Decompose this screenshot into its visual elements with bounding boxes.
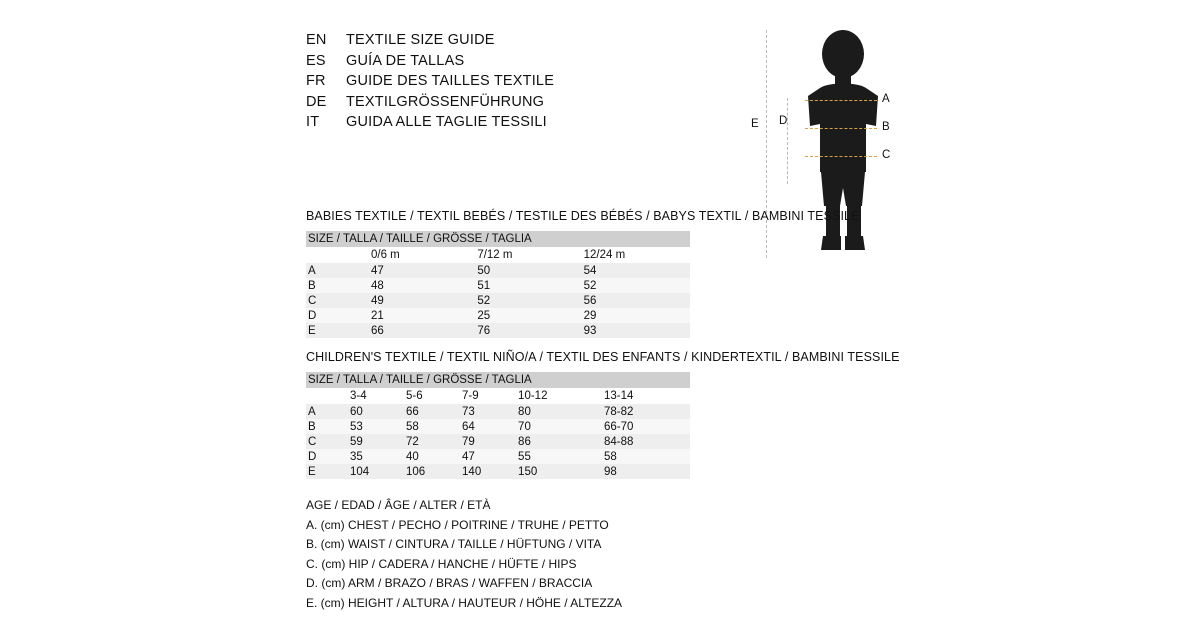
cell: 76	[477, 323, 583, 338]
cell: 78-82	[604, 404, 690, 419]
cell: 58	[604, 449, 690, 464]
table-row	[306, 419, 690, 434]
column-header: 13-14	[604, 388, 690, 404]
row-label: C	[306, 293, 371, 308]
cell: 35	[350, 449, 406, 464]
row-label: A	[306, 404, 350, 419]
language-row	[306, 30, 726, 51]
language-row	[306, 51, 726, 72]
cell: 52	[584, 278, 690, 293]
language-title: GUIDA ALLE TAGLIE TESSILI	[346, 114, 547, 130]
cell: 51	[477, 278, 583, 293]
figure-label-c: C	[882, 149, 891, 161]
figure-label-a: A	[882, 93, 890, 105]
table-header-band	[306, 372, 690, 388]
language-title: GUÍA DE TALLAS	[346, 52, 465, 69]
legend-item: C. (cm) HIP / CADERA / HANCHE / HÜFTE / HIPS	[306, 556, 577, 571]
language-code: ES	[306, 52, 326, 69]
column-header: 10-12	[518, 388, 604, 404]
children-size-table	[306, 372, 690, 479]
table-row	[306, 434, 690, 449]
children-band-label: SIZE / TALLA / TAILLE / GRÖSSE / TAGLIA	[306, 372, 690, 388]
table-row	[306, 263, 690, 278]
cell: 58	[406, 419, 462, 434]
table-row	[306, 323, 690, 338]
cell: 52	[477, 293, 583, 308]
column-header: 0/6 m	[371, 247, 477, 263]
height-guide-line	[766, 30, 767, 258]
column-header: 5-6	[406, 388, 462, 404]
row-label: D	[306, 308, 371, 323]
legend-item: B. (cm) WAIST / CINTURA / TAILLE / HÜFTUNG / VITA	[306, 537, 602, 551]
cell: 98	[604, 464, 690, 479]
language-row	[306, 71, 726, 92]
row-label: A	[306, 263, 371, 278]
cell: 40	[406, 449, 462, 464]
cell: 66	[406, 404, 462, 419]
cell: 56	[584, 293, 690, 308]
cell: 59	[350, 434, 406, 449]
column-header: 7/12 m	[477, 247, 583, 263]
babies-band-label: SIZE / TALLA / TAILLE / GRÖSSE / TAGLIA	[306, 231, 690, 247]
corner-cell	[306, 247, 371, 263]
cell: 47	[371, 263, 477, 278]
figure-label-e: E	[751, 118, 759, 130]
language-title: TEXTILGRÖSSENFÜHRUNG	[346, 93, 545, 110]
legend-list	[306, 496, 622, 613]
language-row	[306, 112, 726, 133]
row-label: D	[306, 449, 350, 464]
table-row	[306, 308, 690, 323]
arm-guide-line	[787, 98, 788, 184]
cell: 140	[462, 464, 518, 479]
cell: 93	[584, 323, 690, 338]
legend-item: A. (cm) CHEST / PECHO / POITRINE / TRUHE / PETTO	[306, 517, 609, 532]
row-label: B	[306, 419, 350, 434]
cell: 29	[584, 308, 690, 323]
measurement-figure	[735, 20, 975, 260]
cell: 80	[518, 404, 604, 419]
language-code: IT	[306, 114, 320, 130]
language-title-block	[306, 30, 726, 133]
hip-measure-line	[805, 156, 877, 157]
babies-size-table	[306, 231, 690, 338]
cell: 25	[477, 308, 583, 323]
legend-item: D. (cm) ARM / BRAZO / BRAS / WAFFEN / BRACCIA	[306, 576, 593, 590]
column-header: 7-9	[462, 388, 518, 404]
cell: 50	[477, 263, 583, 278]
corner-cell	[306, 388, 350, 404]
cell: 72	[406, 434, 462, 449]
cell: 60	[350, 404, 406, 419]
legend-item: AGE / EDAD / ÂGE / ALTER / ETÀ	[306, 498, 491, 512]
language-code: FR	[306, 73, 326, 89]
legend-item: E. (cm) HEIGHT / ALTURA / HAUTEUR / HÖHE / ALTEZZA	[306, 595, 623, 610]
table-row	[306, 293, 690, 308]
cell: 104	[350, 464, 406, 479]
column-header: 3-4	[350, 388, 406, 404]
babies-section-caption: BABIES TEXTILE / TEXTIL BEBÉS / TESTILE DES BÉBÉS / BABYS TEXTIL / BAMBINI TESSILE	[306, 209, 860, 223]
cell: 73	[462, 404, 518, 419]
table-row	[306, 404, 690, 419]
cell: 21	[371, 308, 477, 323]
cell: 66	[371, 323, 477, 338]
column-header: 12/24 m	[584, 247, 690, 263]
table-row	[306, 278, 690, 293]
child-silhouette-icon	[790, 30, 900, 260]
row-label: E	[306, 464, 350, 479]
cell: 84-88	[604, 434, 690, 449]
cell: 53	[350, 419, 406, 434]
cell: 54	[584, 263, 690, 278]
table-header-band	[306, 231, 690, 247]
language-title: GUIDE DES TAILLES TEXTILE	[346, 73, 555, 89]
table-column-headers	[306, 247, 690, 263]
cell: 86	[518, 434, 604, 449]
table-row	[306, 449, 690, 464]
cell: 47	[462, 449, 518, 464]
chest-measure-line	[805, 100, 877, 101]
language-row	[306, 92, 726, 113]
row-label: C	[306, 434, 350, 449]
waist-measure-line	[805, 128, 877, 129]
figure-label-b: B	[882, 121, 890, 133]
cell: 66-70	[604, 419, 690, 434]
cell: 55	[518, 449, 604, 464]
cell: 70	[518, 419, 604, 434]
cell: 150	[518, 464, 604, 479]
language-code: EN	[306, 32, 327, 48]
cell: 64	[462, 419, 518, 434]
table-row	[306, 464, 690, 479]
language-title: TEXTILE SIZE GUIDE	[346, 32, 495, 48]
children-section-caption: CHILDREN'S TEXTILE / TEXTIL NIÑO/A / TEXTIL DES ENFANTS / KINDERTEXTIL / BAMBINI TESSILE	[306, 350, 900, 364]
language-code: DE	[306, 93, 327, 110]
cell: 48	[371, 278, 477, 293]
cell: 49	[371, 293, 477, 308]
row-label: E	[306, 323, 371, 338]
table-column-headers	[306, 388, 690, 404]
figure-label-d: D	[779, 115, 788, 127]
cell: 106	[406, 464, 462, 479]
row-label: B	[306, 278, 371, 293]
cell: 79	[462, 434, 518, 449]
